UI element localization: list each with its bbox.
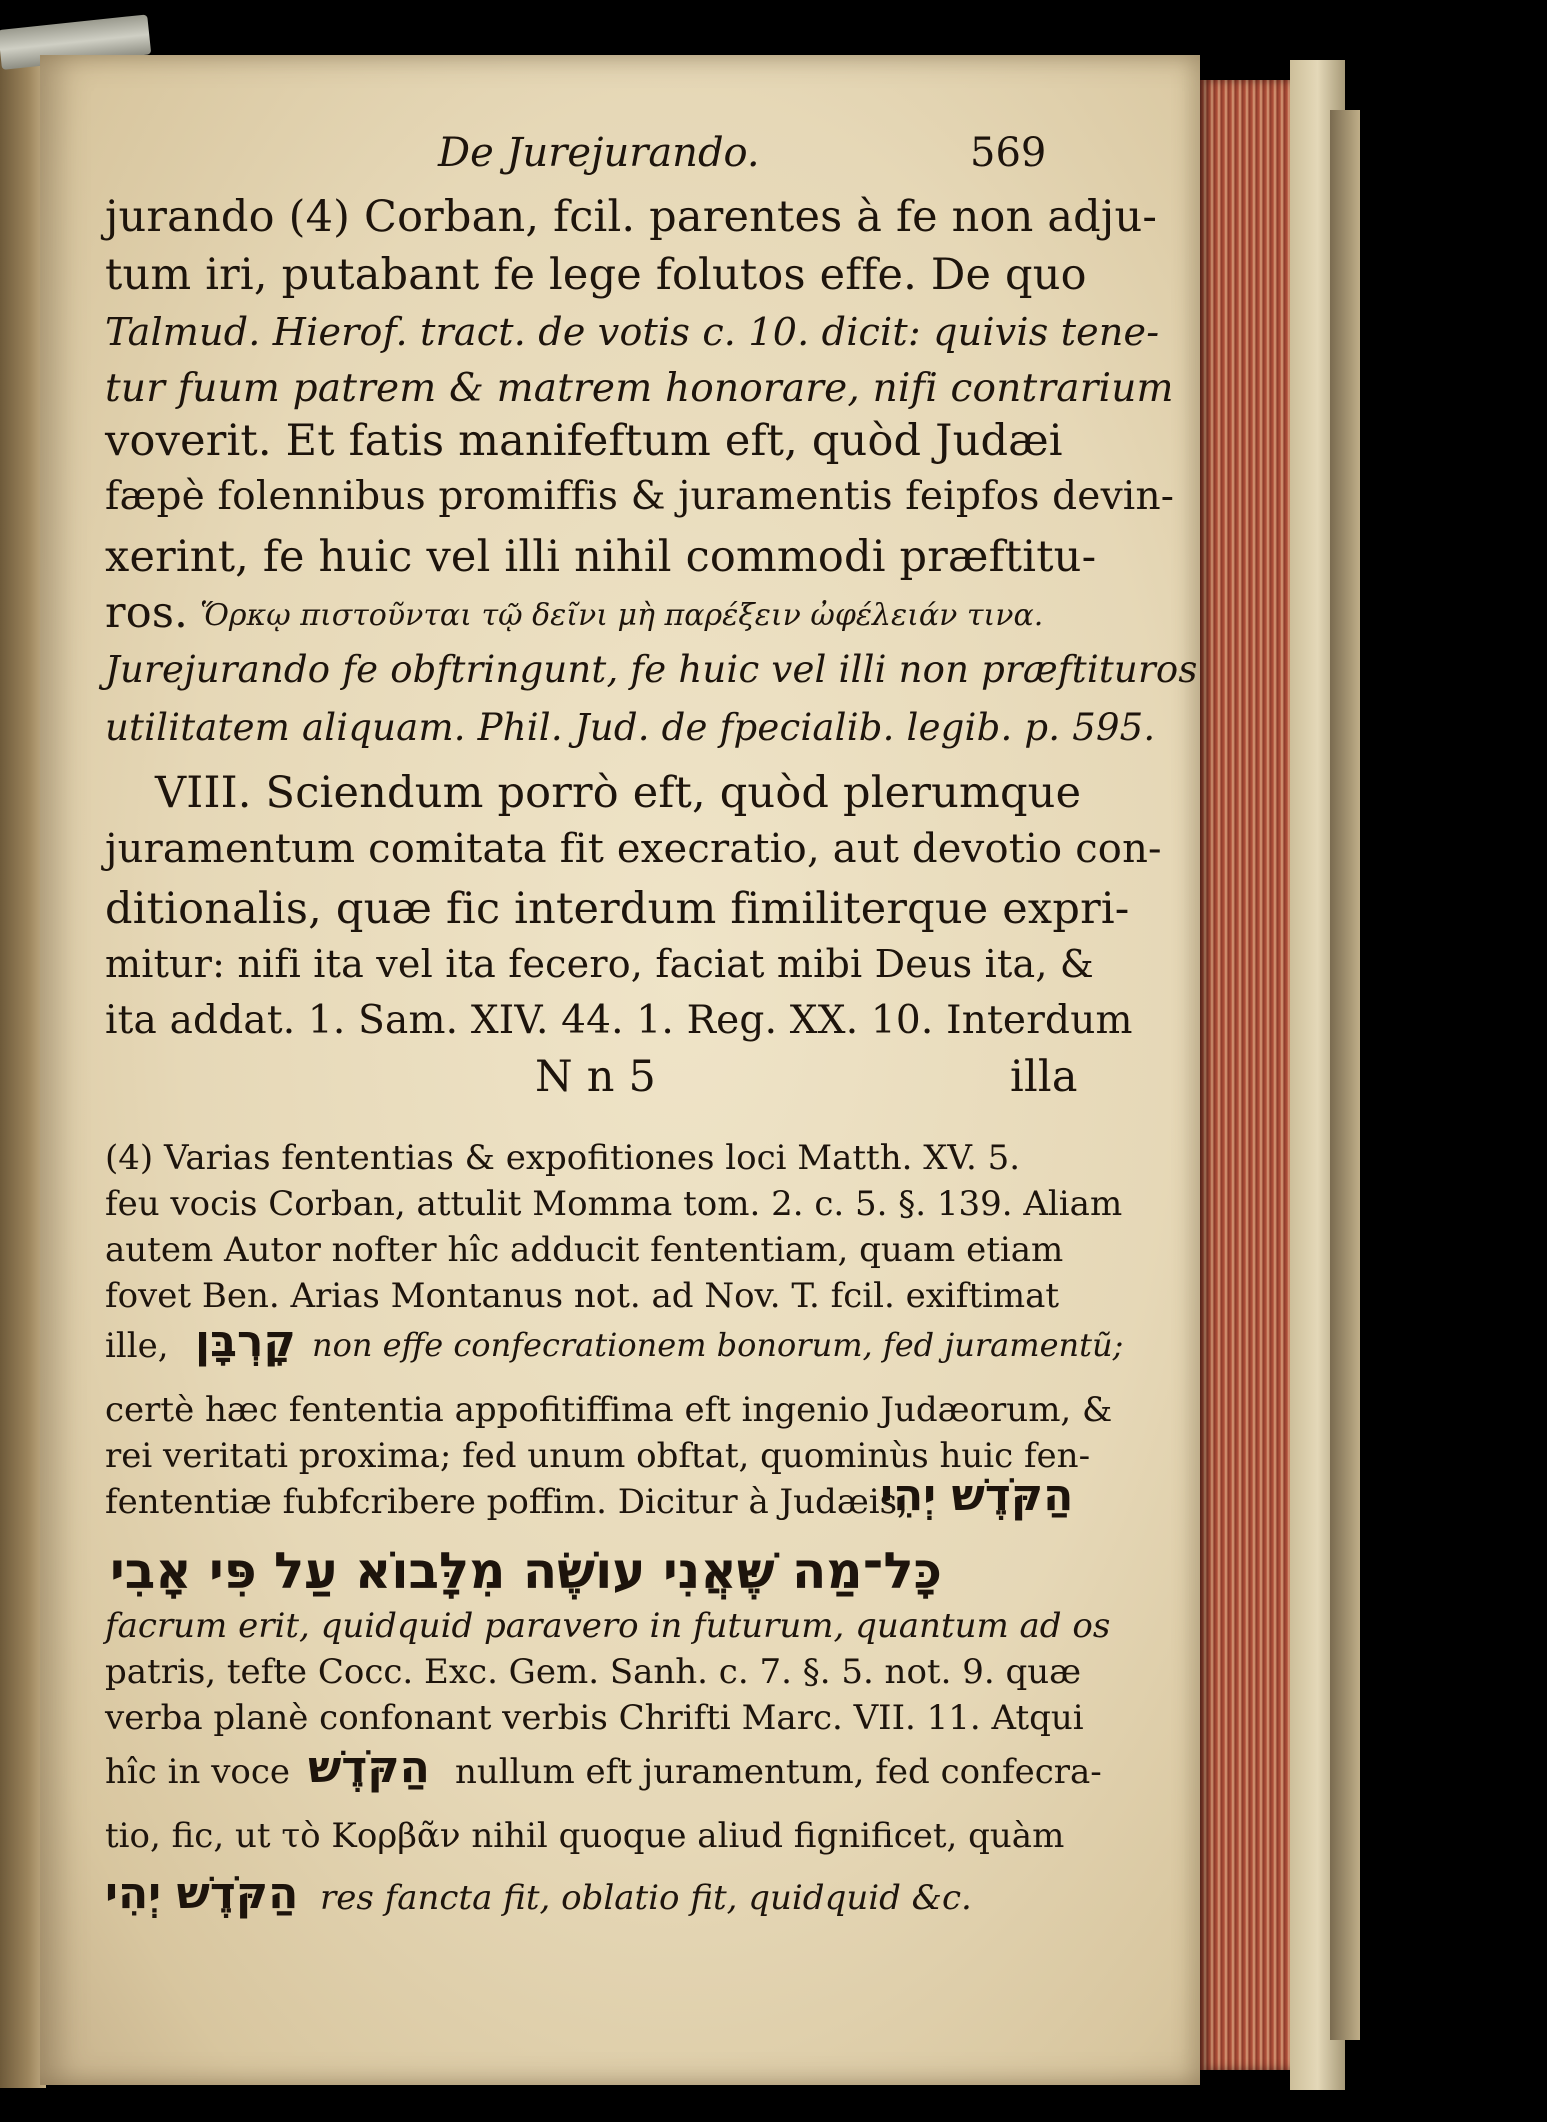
- footnote-line: autem Autor nofter hîc adducit fententiam, quam etiam: [105, 1230, 1064, 1270]
- body-line: ros.: [105, 588, 188, 638]
- footnote-line: verba planè confonant verbis Chrifti Marc. VII. 11. Atqui: [105, 1698, 1084, 1738]
- body-line: ditionalis, quæ fic interdum fimiliterque expri-: [105, 884, 1130, 934]
- body-line: Jurejurando fe obftringunt, fe huic vel illi non præftituros: [105, 648, 1198, 691]
- body-line: ita addat. 1. Sam. XIV. 44. 1. Reg. XX. 10. Interdum: [105, 998, 1133, 1043]
- section-heading-line: VIII. Sciendum porrò eft, quòd plerumque: [155, 768, 1082, 818]
- body-line: tur fuum patrem & matrem honorare, nifi contrarium: [105, 366, 1174, 411]
- body-line: utilitatem aliquam. Phil. Jud. de fpecialib. legib. p. 595.: [105, 706, 1156, 749]
- body-line: juramentum comitata fit execratio, aut devotio con-: [105, 826, 1162, 872]
- footnote-ille: ille,: [105, 1326, 169, 1366]
- footnote-line: fententiæ fubfcribere poffim. Dicitur à Judæis,: [105, 1482, 908, 1522]
- body-line: fæpè folennibus promiffis & juramentis feipfos devin-: [105, 474, 1175, 519]
- footnote-line: facrum erit, quidquid paravero in futurum, quantum ad os: [105, 1606, 1111, 1646]
- body-line: tum iri, putabant fe lege folutos effe. De quo: [105, 250, 1087, 300]
- catchword: illa: [1010, 1052, 1078, 1102]
- footnote-line: nullum eft juramentum, fed confecra-: [455, 1752, 1102, 1792]
- footnote-line: (4) Varias fententias & expofitiones loci Matth. XV. 5.: [105, 1138, 1021, 1178]
- hebrew-line-1: הַקֹּדֶשׁ יְהִי: [880, 1470, 1074, 1521]
- body-line: xerint, fe huic vel illi nihil commodi præftitu-: [105, 532, 1097, 582]
- hebrew-hakodesh: הַקֹּדֶשׁ: [308, 1742, 430, 1793]
- footnote-line: feu vocis Corban, attulit Momma tom. 2. c. 5. §. 139. Aliam: [105, 1184, 1123, 1224]
- running-title: De Jurejurando.: [438, 130, 760, 176]
- body-line: jurando (4) Corban, fcil. parentes à fe non adju-: [105, 192, 1158, 242]
- footnote-line: res fancta fit, oblatio fit, quidquid &c.: [320, 1878, 972, 1918]
- footnote-line: rei veritati proxima; fed unum obftat, quominùs huic fen-: [105, 1436, 1091, 1476]
- body-line: voverit. Et fatis manifeftum eft, quòd Judæi: [105, 416, 1063, 466]
- footnote-line: patris, tefte Cocc. Exc. Gem. Sanh. c. 7. §. 5. not. 9. quæ: [105, 1652, 1082, 1692]
- footnote-line: tio, fic, ut τὸ Κορβᾶν nihil quoque aliud fignificet, quàm: [105, 1816, 1065, 1856]
- signature-mark: N n 5: [535, 1052, 657, 1102]
- greek-quote: Ὅρκῳ πιστοῦνται τῷ δεῖνι μὴ παρέξειν ὠφέλειάν τινα.: [200, 598, 1044, 633]
- hebrew-korban: קָרְבָּן: [195, 1316, 296, 1367]
- back-cover-edge: [1330, 110, 1360, 2040]
- footnote-line: fovet Ben. Arias Montanus not. ad Nov. T. fcil. exiftimat: [105, 1276, 1060, 1316]
- body-line: Talmud. Hierof. tract. de votis c. 10. dicit: quivis tene-: [105, 310, 1160, 354]
- body-line: mitur: nifi ita vel ita fecero, faciat mibi Deus ita, &: [105, 942, 1094, 986]
- page-edges: [1200, 80, 1295, 2070]
- page-number: 569: [970, 130, 1047, 176]
- hebrew-hakodesh-yehi: הַקֹּדֶשׁ יְהִי: [105, 1868, 299, 1919]
- hebrew-line-2: כָּל־מַה שֶּׁאֲנִי עוֹשֶׂה מִלָּבוֹא עַל פִּי אָבִי: [110, 1542, 942, 1600]
- footnote-hic-in-voce: hîc in voce: [105, 1752, 291, 1792]
- footnote-non-esse: non effe confecrationem bonorum, fed juramentũ;: [312, 1326, 1124, 1364]
- footnote-line: certè hæc fententia appofitiffima eft ingenio Judæorum, &: [105, 1390, 1113, 1430]
